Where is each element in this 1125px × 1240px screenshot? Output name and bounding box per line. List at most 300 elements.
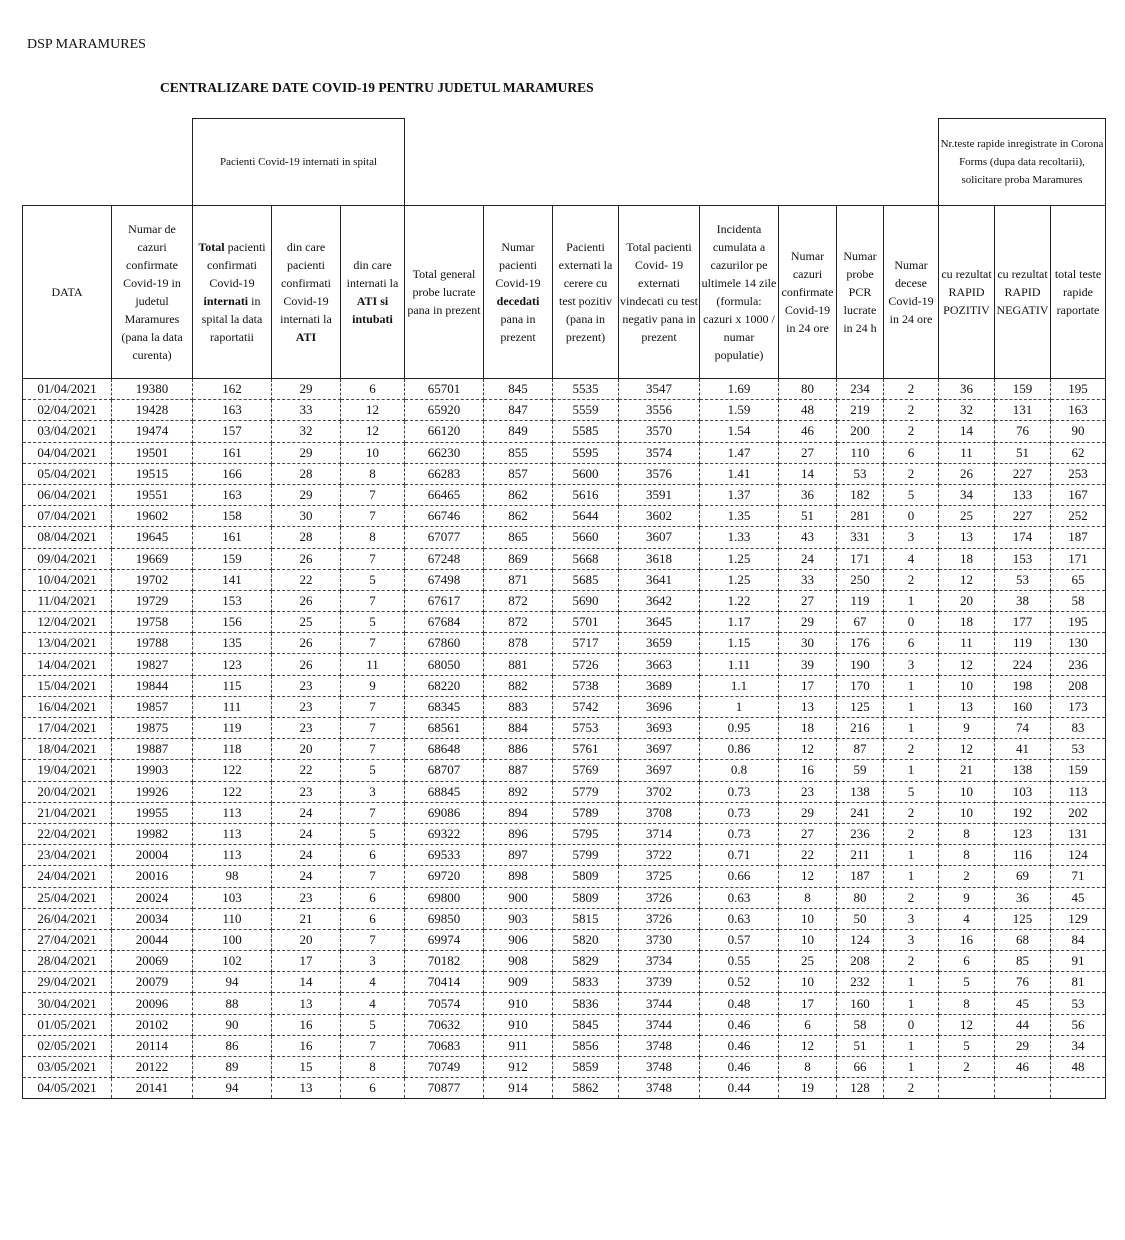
table-cell: 13 xyxy=(939,527,995,548)
table-row xyxy=(23,718,1106,739)
table-cell: 2 xyxy=(884,569,939,590)
table-row xyxy=(23,400,1106,421)
table-cell: 8 xyxy=(779,887,837,908)
table-cell: 9 xyxy=(939,887,995,908)
table-cell: 51 xyxy=(995,442,1051,463)
table-cell: 29 xyxy=(272,442,341,463)
table-cell: 76 xyxy=(995,421,1051,442)
table-cell: 5701 xyxy=(553,612,619,633)
document-title: CENTRALIZARE DATE COVID-19 PENTRU JUDETUL MARAMURES xyxy=(160,80,594,95)
column-header xyxy=(995,206,1051,379)
table-cell: 3 xyxy=(341,951,405,972)
table-cell: 22 xyxy=(272,760,341,781)
table-cell: 27 xyxy=(779,823,837,844)
table-cell: 33 xyxy=(272,400,341,421)
table-cell: 68050 xyxy=(405,654,484,675)
table-cell: 3 xyxy=(884,527,939,548)
table-cell: 11 xyxy=(939,442,995,463)
table-cell: 141 xyxy=(193,569,272,590)
table-cell: 13 xyxy=(272,993,341,1014)
table-cell: 5 xyxy=(341,569,405,590)
table-cell: 20044 xyxy=(112,929,193,950)
table-cell: 4 xyxy=(884,548,939,569)
table-cell: 83 xyxy=(1051,718,1106,739)
table-cell: 38 xyxy=(995,590,1051,611)
table-cell: 3725 xyxy=(619,866,700,887)
table-cell: 1 xyxy=(884,696,939,717)
table-cell: 18 xyxy=(779,718,837,739)
table-cell: 234 xyxy=(837,379,884,400)
table-cell: 98 xyxy=(193,866,272,887)
column-header-text: Incidenta cumulata a cazurilor pe ultimele 14 zile (formula: cazuri x 1000 / numar populatie) xyxy=(701,222,777,362)
date-cell: 06/04/2021 xyxy=(23,484,112,505)
table-cell: 19645 xyxy=(112,527,193,548)
table-cell: 3574 xyxy=(619,442,700,463)
table-cell: 7 xyxy=(341,1035,405,1056)
table-cell: 3744 xyxy=(619,1014,700,1035)
table-cell: 45 xyxy=(1051,887,1106,908)
table-cell: 847 xyxy=(484,400,553,421)
table-cell: 122 xyxy=(193,781,272,802)
table-cell: 25 xyxy=(939,506,995,527)
table-cell: 1.1 xyxy=(700,675,779,696)
table-cell: 36 xyxy=(779,484,837,505)
table-cell: 3697 xyxy=(619,760,700,781)
table-cell: 19515 xyxy=(112,463,193,484)
table-row xyxy=(23,675,1106,696)
table-cell: 224 xyxy=(995,654,1051,675)
table-cell: 25 xyxy=(272,612,341,633)
table-cell: 46 xyxy=(995,1057,1051,1078)
table-cell: 119 xyxy=(995,633,1051,654)
table-cell: 19788 xyxy=(112,633,193,654)
table-cell: 9 xyxy=(341,675,405,696)
table-cell: 10 xyxy=(939,781,995,802)
table-cell: 1 xyxy=(884,972,939,993)
table-cell: 100 xyxy=(193,929,272,950)
table-cell: 166 xyxy=(193,463,272,484)
table-cell: 0 xyxy=(884,1014,939,1035)
table-cell: 123 xyxy=(193,654,272,675)
table-cell: 58 xyxy=(837,1014,884,1035)
table-cell: 1 xyxy=(884,760,939,781)
date-cell: 22/04/2021 xyxy=(23,823,112,844)
table-cell: 66465 xyxy=(405,484,484,505)
date-cell: 27/04/2021 xyxy=(23,929,112,950)
table-cell: 66120 xyxy=(405,421,484,442)
table-cell: 869 xyxy=(484,548,553,569)
table-cell: 253 xyxy=(1051,463,1106,484)
column-header-text: din care pacienti confirmati Covid-19 internati la xyxy=(280,240,332,326)
date-cell: 02/04/2021 xyxy=(23,400,112,421)
table-cell: 195 xyxy=(1051,612,1106,633)
column-header-text: ATI si intubati xyxy=(352,294,393,326)
table-cell: 20069 xyxy=(112,951,193,972)
table-cell: 250 xyxy=(837,569,884,590)
table-cell: 227 xyxy=(995,506,1051,527)
table-cell: 17 xyxy=(779,675,837,696)
column-header xyxy=(23,206,112,379)
table-cell: 19474 xyxy=(112,421,193,442)
table-cell: 48 xyxy=(779,400,837,421)
table-cell: 19602 xyxy=(112,506,193,527)
table-cell: 66 xyxy=(837,1057,884,1078)
table-row xyxy=(23,421,1106,442)
table-cell: 69800 xyxy=(405,887,484,908)
table-cell: 232 xyxy=(837,972,884,993)
table-cell: 0.8 xyxy=(700,760,779,781)
table-cell: 85 xyxy=(995,951,1051,972)
table-cell: 36 xyxy=(995,887,1051,908)
table-cell: 1.15 xyxy=(700,633,779,654)
column-header-text: internati xyxy=(203,294,249,308)
table-cell: 2 xyxy=(884,400,939,421)
table-cell: 12 xyxy=(341,421,405,442)
table-cell: 23 xyxy=(272,675,341,696)
table-cell: 911 xyxy=(484,1035,553,1056)
table-cell: 1 xyxy=(884,993,939,1014)
column-header xyxy=(884,206,939,379)
table-cell: 70632 xyxy=(405,1014,484,1035)
table-cell: 5726 xyxy=(553,654,619,675)
table-cell: 66746 xyxy=(405,506,484,527)
table-cell: 7 xyxy=(341,866,405,887)
table-cell: 5660 xyxy=(553,527,619,548)
column-header xyxy=(405,206,484,379)
table-cell: 24 xyxy=(272,845,341,866)
table-row xyxy=(23,633,1106,654)
table-cell: 76 xyxy=(995,972,1051,993)
table-cell: 68 xyxy=(995,929,1051,950)
table-cell: 30 xyxy=(779,633,837,654)
table-cell: 3726 xyxy=(619,887,700,908)
date-cell: 01/05/2021 xyxy=(23,1014,112,1035)
table-cell: 198 xyxy=(995,675,1051,696)
table-cell: 16 xyxy=(779,760,837,781)
table-cell: 3689 xyxy=(619,675,700,696)
table-cell: 19827 xyxy=(112,654,193,675)
date-cell: 05/04/2021 xyxy=(23,463,112,484)
table-cell: 34 xyxy=(1051,1035,1106,1056)
table-cell: 122 xyxy=(193,760,272,781)
table-cell: 0.57 xyxy=(700,929,779,950)
table-cell: 23 xyxy=(272,781,341,802)
table-cell: 21 xyxy=(272,908,341,929)
table-cell: 65701 xyxy=(405,379,484,400)
table-cell: 124 xyxy=(1051,845,1106,866)
table-cell: 1 xyxy=(884,718,939,739)
table-cell: 886 xyxy=(484,739,553,760)
table-row xyxy=(23,548,1106,569)
table-cell: 29 xyxy=(272,484,341,505)
table-cell: 8 xyxy=(779,1057,837,1078)
table-cell: 41 xyxy=(995,739,1051,760)
table-cell: 70414 xyxy=(405,972,484,993)
table-cell: 6 xyxy=(341,1078,405,1099)
column-header-text: ATI xyxy=(295,330,317,344)
table-cell: 3714 xyxy=(619,823,700,844)
table-cell: 51 xyxy=(779,506,837,527)
table-row xyxy=(23,887,1106,908)
table-cell: 113 xyxy=(193,845,272,866)
table-cell: 3641 xyxy=(619,569,700,590)
table-cell: 70877 xyxy=(405,1078,484,1099)
covid-data-table xyxy=(22,118,1106,1099)
table-cell: 1 xyxy=(884,1057,939,1078)
column-header-text: cu rezultat RAPID NEGATIV xyxy=(996,267,1049,317)
date-cell: 09/04/2021 xyxy=(23,548,112,569)
table-cell: 159 xyxy=(193,548,272,569)
table-cell: 7 xyxy=(341,802,405,823)
table-cell: 18 xyxy=(939,612,995,633)
table-row xyxy=(23,569,1106,590)
table-cell: 123 xyxy=(995,823,1051,844)
table-cell: 7 xyxy=(341,929,405,950)
table-cell: 8 xyxy=(939,845,995,866)
table-row xyxy=(23,739,1106,760)
table-cell: 3602 xyxy=(619,506,700,527)
table-cell: 68845 xyxy=(405,781,484,802)
table-cell: 46 xyxy=(779,421,837,442)
table-cell: 29 xyxy=(779,612,837,633)
table-cell: 2 xyxy=(884,739,939,760)
table-cell: 87 xyxy=(837,739,884,760)
table-cell: 5829 xyxy=(553,951,619,972)
organization-name: DSP MARAMURES xyxy=(27,37,146,52)
date-cell: 17/04/2021 xyxy=(23,718,112,739)
table-cell: 849 xyxy=(484,421,553,442)
date-cell: 19/04/2021 xyxy=(23,760,112,781)
table-cell: 20024 xyxy=(112,887,193,908)
table-row xyxy=(23,951,1106,972)
table-cell: 0.46 xyxy=(700,1035,779,1056)
table-cell: 195 xyxy=(1051,379,1106,400)
table-cell: 1 xyxy=(884,590,939,611)
table-cell: 9 xyxy=(939,718,995,739)
table-cell: 912 xyxy=(484,1057,553,1078)
table-cell: 0.66 xyxy=(700,866,779,887)
table-cell: 65 xyxy=(1051,569,1106,590)
table-cell: 68648 xyxy=(405,739,484,760)
table-cell: 1 xyxy=(700,696,779,717)
table-row xyxy=(23,442,1106,463)
table-cell: 67248 xyxy=(405,548,484,569)
table-cell: 88 xyxy=(193,993,272,1014)
table-row xyxy=(23,802,1106,823)
table-cell: 20114 xyxy=(112,1035,193,1056)
table-cell: 16 xyxy=(272,1035,341,1056)
table-cell: 69533 xyxy=(405,845,484,866)
table-cell: 12 xyxy=(939,739,995,760)
table-cell: 22 xyxy=(779,845,837,866)
table-cell: 5742 xyxy=(553,696,619,717)
table-cell: 5 xyxy=(341,612,405,633)
table-cell: 878 xyxy=(484,633,553,654)
table-cell: 14 xyxy=(779,463,837,484)
table-cell: 113 xyxy=(193,802,272,823)
table-cell: 227 xyxy=(995,463,1051,484)
table-row xyxy=(23,612,1106,633)
table-cell: 51 xyxy=(837,1035,884,1056)
table-row xyxy=(23,866,1106,887)
table-cell: 74 xyxy=(995,718,1051,739)
table-row xyxy=(23,929,1106,950)
table-cell: 176 xyxy=(837,633,884,654)
table-cell: 1.11 xyxy=(700,654,779,675)
column-header-text: Numar pacienti Covid-19 xyxy=(495,240,541,290)
table-cell: 8 xyxy=(341,463,405,484)
table-cell: 69322 xyxy=(405,823,484,844)
table-cell: 1.25 xyxy=(700,569,779,590)
table-cell: 15 xyxy=(272,1057,341,1078)
table-cell: 159 xyxy=(1051,760,1106,781)
table-cell: 90 xyxy=(1051,421,1106,442)
table-cell: 252 xyxy=(1051,506,1106,527)
table-cell: 10 xyxy=(779,972,837,993)
table-cell: 27 xyxy=(779,590,837,611)
table-cell: 174 xyxy=(995,527,1051,548)
table-cell: 331 xyxy=(837,527,884,548)
table-cell: 0.55 xyxy=(700,951,779,972)
rapid-tests-group-header: Nr.teste rapide inregistrate in Corona Forms (dupa data recoltarii), solicitare proba Maramures xyxy=(939,119,1106,206)
table-cell: 5820 xyxy=(553,929,619,950)
column-header-row xyxy=(23,206,1106,379)
table-cell: 1 xyxy=(884,845,939,866)
table-cell: 898 xyxy=(484,866,553,887)
date-cell: 12/04/2021 xyxy=(23,612,112,633)
table-cell: 19551 xyxy=(112,484,193,505)
table-cell: 33 xyxy=(779,569,837,590)
table-cell: 90 xyxy=(193,1014,272,1035)
table-cell: 157 xyxy=(193,421,272,442)
table-cell: 7 xyxy=(341,548,405,569)
date-cell: 24/04/2021 xyxy=(23,866,112,887)
table-cell: 69086 xyxy=(405,802,484,823)
table-cell: 5856 xyxy=(553,1035,619,1056)
table-cell: 1.17 xyxy=(700,612,779,633)
date-cell: 08/04/2021 xyxy=(23,527,112,548)
table-cell: 190 xyxy=(837,654,884,675)
table-cell: 5761 xyxy=(553,739,619,760)
table-cell: 19758 xyxy=(112,612,193,633)
table-cell: 43 xyxy=(779,527,837,548)
table-cell xyxy=(939,1078,995,1099)
table-cell: 10 xyxy=(341,442,405,463)
table-cell: 163 xyxy=(1051,400,1106,421)
date-cell: 26/04/2021 xyxy=(23,908,112,929)
table-cell: 3 xyxy=(884,929,939,950)
table-cell: 58 xyxy=(1051,590,1106,611)
column-header xyxy=(272,206,341,379)
table-cell: 5789 xyxy=(553,802,619,823)
table-cell: 103 xyxy=(193,887,272,908)
table-cell: 857 xyxy=(484,463,553,484)
table-cell: 3726 xyxy=(619,908,700,929)
table-cell: 70182 xyxy=(405,951,484,972)
table-cell: 3576 xyxy=(619,463,700,484)
table-cell: 5753 xyxy=(553,718,619,739)
table-cell: 910 xyxy=(484,1014,553,1035)
column-header-text: pacienti confirmati Covid-19 xyxy=(207,240,266,290)
table-cell: 236 xyxy=(1051,654,1106,675)
table-cell: 3748 xyxy=(619,1035,700,1056)
table-cell: 871 xyxy=(484,569,553,590)
table-cell: 892 xyxy=(484,781,553,802)
table-cell: 12 xyxy=(939,654,995,675)
table-cell: 909 xyxy=(484,972,553,993)
table-cell: 0.44 xyxy=(700,1078,779,1099)
table-cell: 6 xyxy=(884,633,939,654)
table-cell: 3708 xyxy=(619,802,700,823)
table-cell: 241 xyxy=(837,802,884,823)
table-cell: 19982 xyxy=(112,823,193,844)
column-header xyxy=(619,206,700,379)
table-row xyxy=(23,654,1106,675)
table-cell: 124 xyxy=(837,929,884,950)
table-cell: 23 xyxy=(272,718,341,739)
table-cell: 3 xyxy=(884,908,939,929)
table-cell: 20079 xyxy=(112,972,193,993)
table-cell: 21 xyxy=(939,760,995,781)
table-cell: 22 xyxy=(272,569,341,590)
table-row xyxy=(23,760,1106,781)
table-cell: 24 xyxy=(272,802,341,823)
table-cell: 103 xyxy=(995,781,1051,802)
table-cell: 34 xyxy=(939,484,995,505)
table-cell: 13 xyxy=(939,696,995,717)
table-cell: 81 xyxy=(1051,972,1106,993)
table-cell: 19875 xyxy=(112,718,193,739)
table-cell: 24 xyxy=(272,823,341,844)
table-cell: 12 xyxy=(779,1035,837,1056)
table-cell: 5738 xyxy=(553,675,619,696)
table-cell: 20004 xyxy=(112,845,193,866)
table-cell: 872 xyxy=(484,590,553,611)
table-row xyxy=(23,696,1106,717)
table-cell: 6 xyxy=(341,845,405,866)
table-cell: 116 xyxy=(995,845,1051,866)
table-cell: 2 xyxy=(884,802,939,823)
table-cell: 281 xyxy=(837,506,884,527)
table-cell: 5799 xyxy=(553,845,619,866)
table-cell: 12 xyxy=(779,739,837,760)
table-cell: 5595 xyxy=(553,442,619,463)
table-cell: 5 xyxy=(341,760,405,781)
table-row xyxy=(23,908,1106,929)
column-header-text: Numar cazuri confirmate Covid-19 in 24 ore xyxy=(781,249,834,335)
table-cell: 1.37 xyxy=(700,484,779,505)
table-cell: 5795 xyxy=(553,823,619,844)
table-cell: 161 xyxy=(193,527,272,548)
table-cell: 900 xyxy=(484,887,553,908)
table-cell: 884 xyxy=(484,718,553,739)
table-cell: 12 xyxy=(939,569,995,590)
table-cell: 70683 xyxy=(405,1035,484,1056)
table-cell: 29 xyxy=(272,379,341,400)
table-cell: 68345 xyxy=(405,696,484,717)
table-cell: 219 xyxy=(837,400,884,421)
table-cell: 138 xyxy=(837,781,884,802)
table-cell: 23 xyxy=(272,887,341,908)
table-cell: 45 xyxy=(995,993,1051,1014)
table-cell: 171 xyxy=(1051,548,1106,569)
table-cell: 89 xyxy=(193,1057,272,1078)
table-cell: 24 xyxy=(779,548,837,569)
table-cell: 862 xyxy=(484,506,553,527)
date-cell: 04/05/2021 xyxy=(23,1078,112,1099)
table-cell: 32 xyxy=(272,421,341,442)
table-cell: 2 xyxy=(939,866,995,887)
